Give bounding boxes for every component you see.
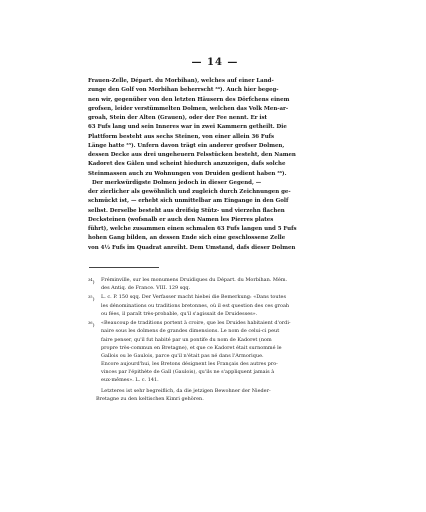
footnote-divider <box>89 267 159 268</box>
body-line: Decksteinen (wofsnalb er auch den Namen les Pierres plates <box>88 216 274 223</box>
footnotes <box>88 276 342 404</box>
footnote-34 <box>88 276 342 292</box>
body-line: Steinmassen auch zu Wohnungen von Druiden gedient haben ³⁶). <box>88 170 287 177</box>
body-line: zunge den Golf von Morbihan beherrscht ³⁴). Auch hier begeg- <box>88 87 279 94</box>
footnote-text <box>101 276 287 292</box>
closing-note-line: Bretagne zu den keltischen Kimri gehören. <box>96 396 204 403</box>
page-number: — 14 — <box>191 57 239 68</box>
footnote-line: faire penser, qu'il fut habité par un pontife du nom de Kadoret (nom <box>101 336 272 343</box>
footnote-mark: $^{34}$) <box>88 277 95 286</box>
body-line: grofsen, leider verstümmelten Dolmen, welchen das Volk Men-ar- <box>88 105 289 112</box>
body-line: Frauen-Zelle, Départ. du Morbihan), welches auf einer Land- <box>88 78 274 84</box>
body-line: nen wir, gegenüber von den letzten Häusern des Dörfchens einem <box>88 96 290 103</box>
body-line: dessen Decke aus drei ungeheuern Felsstücken besteht, den Namen <box>88 152 296 158</box>
footnote-line: les dénominations ou traditions bretonnes, où il est question des ces groah <box>101 302 290 309</box>
body-line: führt), welche zusammen einen schmalen 63 Fufs langen und 5 Fufs <box>88 226 297 232</box>
footnote-line: L. c. P. 150 sqq. Der Verfasser macht hiebei die Bemerkung: «Dans toutes <box>101 294 286 301</box>
body-line: der zierlicher als gewöhnlich und zugleich durch Zeichnungen ge- <box>88 189 291 195</box>
footnote-text <box>101 293 289 317</box>
footnote-line: vinces par l'épithète de Gall (Gaulois), qu'ils ne s'appliquent jamais à <box>101 369 275 376</box>
footnote-line: Fréminville, sur les monumens Druidiques du Départ. du Morbihan. Mém. <box>101 276 288 283</box>
footnote-line: ou fées, il paraît très-probable, qu'il s'agissait de Druidesses». <box>101 310 258 317</box>
footnote-line: propre très-commun en Bretagne), et que ce Kadoret était surnommé le <box>101 344 282 351</box>
closing-note-line: Letzteres ist sehr begreiflich, da die jetzigen Bewohner der Nieder- <box>101 388 271 395</box>
footnote-mark: $^{35}$) <box>88 295 95 303</box>
footnote-line: «Beaucoup de traditions portent à croire, que les Druides habitaient d'ordi- <box>101 320 291 327</box>
body-line: schmückt ist, — erhebt sich unmittelbar am Eingange in den Golf <box>88 198 289 205</box>
footnote-line: Encore aujourd'hui, les Bretons désignent les Français des autres pro- <box>101 361 278 368</box>
body-line: hohen Gang bilden, an dessen Ende sich eine geschlossene Zelle <box>88 235 286 242</box>
body-line: von 4½ Fufs im Quadrat anreiht. Dem Umstand, dafs dieser Dolmen <box>88 244 296 251</box>
footnote-line: Gallois ou le Gaulois, parce qu'il n'était pas né dans l'Armorique. <box>101 352 264 359</box>
footnote-text <box>101 319 291 384</box>
footnote-mark: $^{36}$) <box>88 321 95 329</box>
footnote-line: des Antiq. de France. VIII. 129 sqq. <box>101 284 191 291</box>
body-line: Länge hatte ³⁵). Unfern davon trägt ein anderer grofser Dolmen, <box>88 142 285 149</box>
body-line: 63 Fufs lang und sein Inneres war in zwei Kammern getheilt. Die <box>88 124 287 131</box>
book-page <box>88 57 342 403</box>
body-text <box>88 77 342 253</box>
footnote-line: naire sous les dolmens de grandes dimensions. Le nom de celui-ci peut <box>101 328 280 335</box>
body-line: Der merkwürdigste Dolmen jedoch in dieser Gegend, — <box>92 179 262 186</box>
footnote-36 <box>88 319 342 384</box>
body-line: groah, Stein der Alten (Grauen), oder der Fee nennt. Er ist <box>88 115 268 121</box>
body-line: selbst. Derselbe besteht aus dreifsig Stütz- und vierzehn flachen <box>88 207 285 214</box>
footnote-line: eux-mêmes». L. c. 141. <box>101 377 159 384</box>
body-line: Kadoret des Gâlen und scheint hiedurch anzuzeigen, dafs solche <box>88 161 286 168</box>
footnote-35 <box>88 293 342 317</box>
body-line: Plattform besteht aus sechs Steinen, von einer allein 36 Fufs <box>88 133 275 140</box>
closing-note <box>88 387 342 403</box>
